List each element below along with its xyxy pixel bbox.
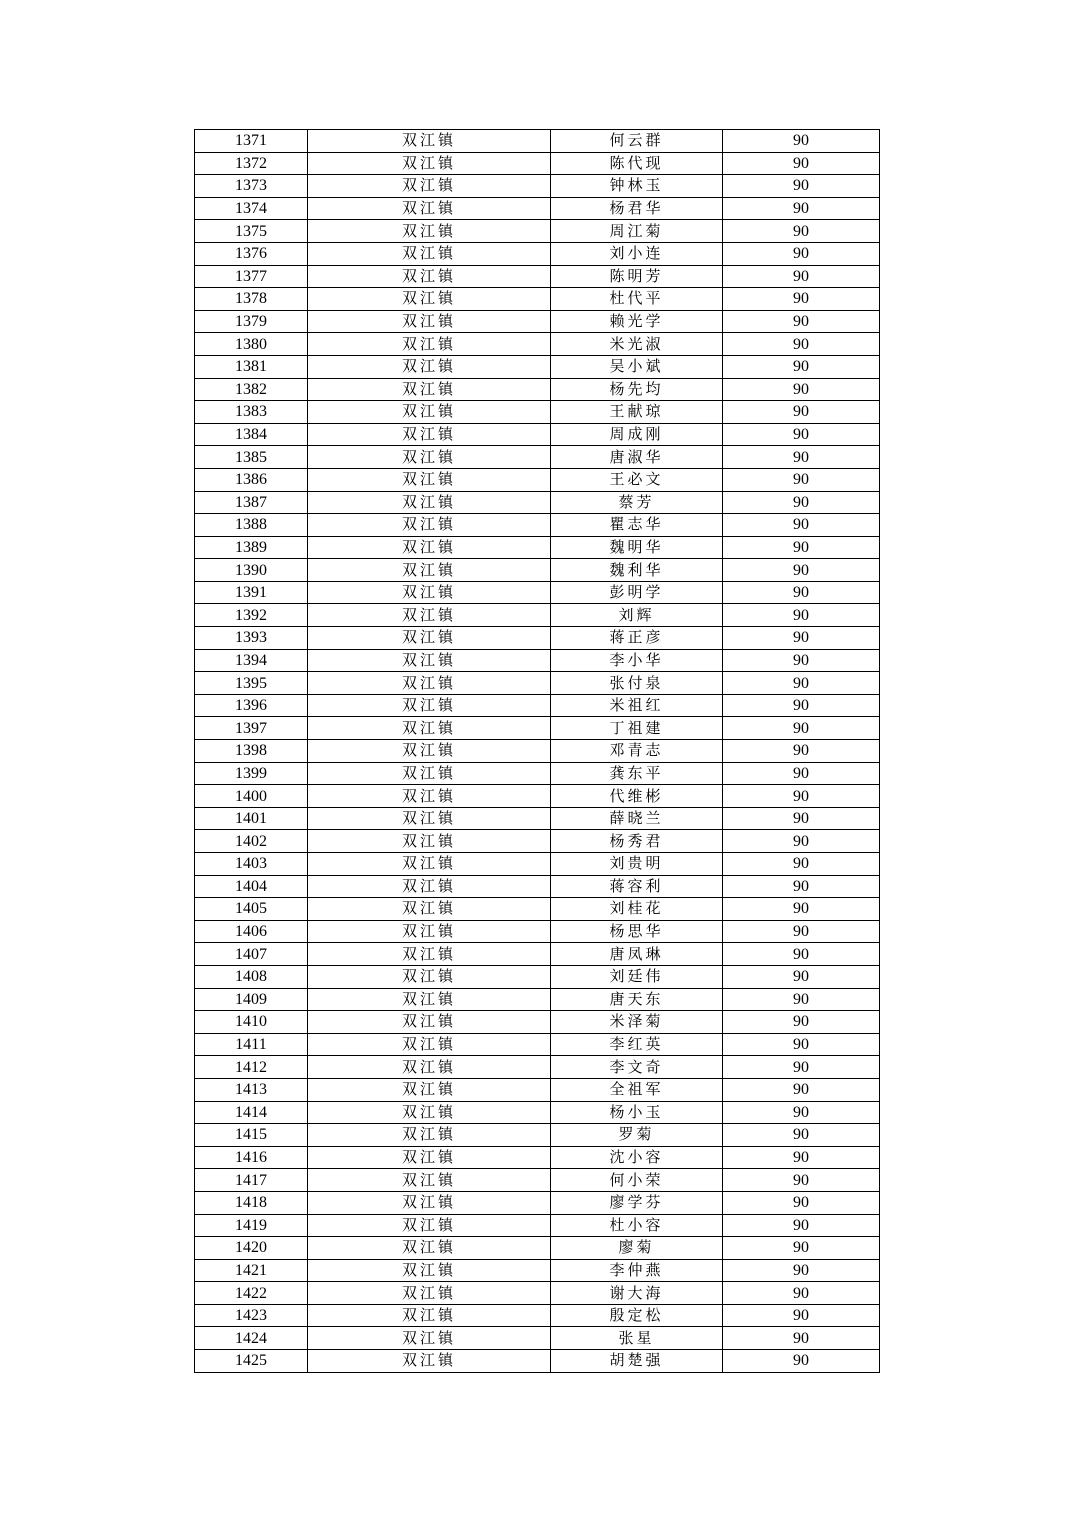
name-cell: 陈明芳 bbox=[551, 265, 723, 288]
table-row bbox=[195, 333, 880, 356]
row-number-cell: 1385 bbox=[195, 446, 308, 469]
row-number-cell: 1387 bbox=[195, 491, 308, 514]
row-number-cell: 1410 bbox=[195, 1011, 308, 1034]
town-cell: 双江镇 bbox=[308, 491, 551, 514]
row-number-cell: 1389 bbox=[195, 536, 308, 559]
table-row bbox=[195, 581, 880, 604]
name-cell: 何小荣 bbox=[551, 1169, 723, 1192]
row-number-cell: 1411 bbox=[195, 1033, 308, 1056]
name-cell: 吴小斌 bbox=[551, 355, 723, 378]
table-row bbox=[195, 1011, 880, 1034]
data-table bbox=[194, 129, 880, 1373]
town-cell: 双江镇 bbox=[308, 1169, 551, 1192]
table-row bbox=[195, 1169, 880, 1192]
score-cell: 90 bbox=[723, 1124, 880, 1147]
row-number-cell: 1373 bbox=[195, 175, 308, 198]
name-cell: 唐天东 bbox=[551, 988, 723, 1011]
town-cell: 双江镇 bbox=[308, 355, 551, 378]
score-cell: 90 bbox=[723, 672, 880, 695]
name-cell: 杨君华 bbox=[551, 197, 723, 220]
table-row bbox=[195, 853, 880, 876]
score-cell: 90 bbox=[723, 1078, 880, 1101]
table-body bbox=[195, 130, 880, 1373]
name-cell: 张星 bbox=[551, 1327, 723, 1350]
town-cell: 双江镇 bbox=[308, 220, 551, 243]
score-cell: 90 bbox=[723, 559, 880, 582]
table-row bbox=[195, 1350, 880, 1373]
name-cell: 龚东平 bbox=[551, 762, 723, 785]
name-cell: 彭明学 bbox=[551, 581, 723, 604]
row-number-cell: 1397 bbox=[195, 717, 308, 740]
name-cell: 全祖军 bbox=[551, 1078, 723, 1101]
table-row bbox=[195, 152, 880, 175]
row-number-cell: 1401 bbox=[195, 807, 308, 830]
name-cell: 杨秀君 bbox=[551, 830, 723, 853]
name-cell: 罗菊 bbox=[551, 1124, 723, 1147]
table-row bbox=[195, 875, 880, 898]
name-cell: 蒋正彦 bbox=[551, 627, 723, 650]
row-number-cell: 1415 bbox=[195, 1124, 308, 1147]
table-row bbox=[195, 898, 880, 921]
score-cell: 90 bbox=[723, 740, 880, 763]
name-cell: 唐淑华 bbox=[551, 446, 723, 469]
name-cell: 廖菊 bbox=[551, 1237, 723, 1260]
row-number-cell: 1406 bbox=[195, 920, 308, 943]
score-cell: 90 bbox=[723, 1146, 880, 1169]
name-cell: 张付泉 bbox=[551, 672, 723, 695]
name-cell: 何云群 bbox=[551, 130, 723, 153]
town-cell: 双江镇 bbox=[308, 1078, 551, 1101]
name-cell: 蒋容利 bbox=[551, 875, 723, 898]
name-cell: 刘廷伟 bbox=[551, 965, 723, 988]
score-cell: 90 bbox=[723, 1191, 880, 1214]
row-number-cell: 1412 bbox=[195, 1056, 308, 1079]
score-cell: 90 bbox=[723, 627, 880, 650]
row-number-cell: 1395 bbox=[195, 672, 308, 695]
score-cell: 90 bbox=[723, 1282, 880, 1305]
town-cell: 双江镇 bbox=[308, 875, 551, 898]
score-cell: 90 bbox=[723, 920, 880, 943]
table-row bbox=[195, 1282, 880, 1305]
table-row bbox=[195, 920, 880, 943]
town-cell: 双江镇 bbox=[308, 943, 551, 966]
town-cell: 双江镇 bbox=[308, 785, 551, 808]
town-cell: 双江镇 bbox=[308, 1101, 551, 1124]
name-cell: 唐凤琳 bbox=[551, 943, 723, 966]
table-row bbox=[195, 965, 880, 988]
town-cell: 双江镇 bbox=[308, 1011, 551, 1034]
row-number-cell: 1390 bbox=[195, 559, 308, 582]
name-cell: 蔡芳 bbox=[551, 491, 723, 514]
score-cell: 90 bbox=[723, 1056, 880, 1079]
score-cell: 90 bbox=[723, 1214, 880, 1237]
name-cell: 杨先均 bbox=[551, 378, 723, 401]
town-cell: 双江镇 bbox=[308, 1124, 551, 1147]
score-cell: 90 bbox=[723, 762, 880, 785]
table-row bbox=[195, 130, 880, 153]
score-cell: 90 bbox=[723, 265, 880, 288]
score-cell: 90 bbox=[723, 1237, 880, 1260]
town-cell: 双江镇 bbox=[308, 649, 551, 672]
row-number-cell: 1399 bbox=[195, 762, 308, 785]
name-cell: 谢大海 bbox=[551, 1282, 723, 1305]
row-number-cell: 1382 bbox=[195, 378, 308, 401]
town-cell: 双江镇 bbox=[308, 717, 551, 740]
town-cell: 双江镇 bbox=[308, 1214, 551, 1237]
table-row bbox=[195, 1101, 880, 1124]
table-row bbox=[195, 401, 880, 424]
name-cell: 杜代平 bbox=[551, 288, 723, 311]
table-row bbox=[195, 536, 880, 559]
name-cell: 刘桂花 bbox=[551, 898, 723, 921]
row-number-cell: 1403 bbox=[195, 853, 308, 876]
town-cell: 双江镇 bbox=[308, 988, 551, 1011]
table-row bbox=[195, 175, 880, 198]
score-cell: 90 bbox=[723, 785, 880, 808]
town-cell: 双江镇 bbox=[308, 965, 551, 988]
score-cell: 90 bbox=[723, 468, 880, 491]
row-number-cell: 1375 bbox=[195, 220, 308, 243]
table-row bbox=[195, 988, 880, 1011]
name-cell: 李红英 bbox=[551, 1033, 723, 1056]
name-cell: 钟林玉 bbox=[551, 175, 723, 198]
score-cell: 90 bbox=[723, 152, 880, 175]
table-row bbox=[195, 604, 880, 627]
score-cell: 90 bbox=[723, 943, 880, 966]
score-cell: 90 bbox=[723, 310, 880, 333]
table-row bbox=[195, 1191, 880, 1214]
table-row bbox=[195, 694, 880, 717]
town-cell: 双江镇 bbox=[308, 920, 551, 943]
row-number-cell: 1404 bbox=[195, 875, 308, 898]
row-number-cell: 1381 bbox=[195, 355, 308, 378]
town-cell: 双江镇 bbox=[308, 152, 551, 175]
row-number-cell: 1409 bbox=[195, 988, 308, 1011]
town-cell: 双江镇 bbox=[308, 446, 551, 469]
row-number-cell: 1424 bbox=[195, 1327, 308, 1350]
town-cell: 双江镇 bbox=[308, 1033, 551, 1056]
town-cell: 双江镇 bbox=[308, 423, 551, 446]
row-number-cell: 1379 bbox=[195, 310, 308, 333]
table-row bbox=[195, 649, 880, 672]
score-cell: 90 bbox=[723, 378, 880, 401]
town-cell: 双江镇 bbox=[308, 1327, 551, 1350]
table-row bbox=[195, 242, 880, 265]
name-cell: 刘辉 bbox=[551, 604, 723, 627]
row-number-cell: 1422 bbox=[195, 1282, 308, 1305]
score-cell: 90 bbox=[723, 1304, 880, 1327]
table-row bbox=[195, 785, 880, 808]
town-cell: 双江镇 bbox=[308, 694, 551, 717]
score-cell: 90 bbox=[723, 1350, 880, 1373]
score-cell: 90 bbox=[723, 175, 880, 198]
name-cell: 刘贵明 bbox=[551, 853, 723, 876]
row-number-cell: 1396 bbox=[195, 694, 308, 717]
table-row bbox=[195, 355, 880, 378]
name-cell: 殷定松 bbox=[551, 1304, 723, 1327]
score-cell: 90 bbox=[723, 197, 880, 220]
score-cell: 90 bbox=[723, 288, 880, 311]
row-number-cell: 1400 bbox=[195, 785, 308, 808]
row-number-cell: 1393 bbox=[195, 627, 308, 650]
table-row bbox=[195, 423, 880, 446]
town-cell: 双江镇 bbox=[308, 1350, 551, 1373]
town-cell: 双江镇 bbox=[308, 830, 551, 853]
town-cell: 双江镇 bbox=[308, 130, 551, 153]
score-cell: 90 bbox=[723, 965, 880, 988]
name-cell: 周成刚 bbox=[551, 423, 723, 446]
table-row bbox=[195, 1056, 880, 1079]
town-cell: 双江镇 bbox=[308, 740, 551, 763]
table-row bbox=[195, 514, 880, 537]
name-cell: 杨小玉 bbox=[551, 1101, 723, 1124]
table-row bbox=[195, 627, 880, 650]
score-cell: 90 bbox=[723, 1011, 880, 1034]
table-row bbox=[195, 1327, 880, 1350]
table-row bbox=[195, 740, 880, 763]
score-cell: 90 bbox=[723, 1169, 880, 1192]
town-cell: 双江镇 bbox=[308, 265, 551, 288]
town-cell: 双江镇 bbox=[308, 853, 551, 876]
name-cell: 魏利华 bbox=[551, 559, 723, 582]
name-cell: 邓青志 bbox=[551, 740, 723, 763]
score-cell: 90 bbox=[723, 988, 880, 1011]
town-cell: 双江镇 bbox=[308, 1259, 551, 1282]
town-cell: 双江镇 bbox=[308, 581, 551, 604]
name-cell: 廖学芬 bbox=[551, 1191, 723, 1214]
row-number-cell: 1376 bbox=[195, 242, 308, 265]
table-row bbox=[195, 1033, 880, 1056]
town-cell: 双江镇 bbox=[308, 333, 551, 356]
row-number-cell: 1417 bbox=[195, 1169, 308, 1192]
name-cell: 沈小容 bbox=[551, 1146, 723, 1169]
name-cell: 李仲燕 bbox=[551, 1259, 723, 1282]
score-cell: 90 bbox=[723, 220, 880, 243]
name-cell: 丁祖建 bbox=[551, 717, 723, 740]
score-cell: 90 bbox=[723, 242, 880, 265]
row-number-cell: 1413 bbox=[195, 1078, 308, 1101]
table-row bbox=[195, 491, 880, 514]
name-cell: 米泽菊 bbox=[551, 1011, 723, 1034]
town-cell: 双江镇 bbox=[308, 242, 551, 265]
table-row bbox=[195, 1146, 880, 1169]
name-cell: 王献琼 bbox=[551, 401, 723, 424]
table-row bbox=[195, 197, 880, 220]
town-cell: 双江镇 bbox=[308, 536, 551, 559]
row-number-cell: 1416 bbox=[195, 1146, 308, 1169]
row-number-cell: 1386 bbox=[195, 468, 308, 491]
table-row bbox=[195, 1259, 880, 1282]
name-cell: 魏明华 bbox=[551, 536, 723, 559]
town-cell: 双江镇 bbox=[308, 288, 551, 311]
score-cell: 90 bbox=[723, 853, 880, 876]
table-row bbox=[195, 672, 880, 695]
score-cell: 90 bbox=[723, 649, 880, 672]
table-row bbox=[195, 1214, 880, 1237]
table-row bbox=[195, 468, 880, 491]
row-number-cell: 1383 bbox=[195, 401, 308, 424]
table-row bbox=[195, 265, 880, 288]
row-number-cell: 1405 bbox=[195, 898, 308, 921]
score-cell: 90 bbox=[723, 536, 880, 559]
name-cell: 代维彬 bbox=[551, 785, 723, 808]
name-cell: 陈代现 bbox=[551, 152, 723, 175]
town-cell: 双江镇 bbox=[308, 604, 551, 627]
score-cell: 90 bbox=[723, 1101, 880, 1124]
row-number-cell: 1419 bbox=[195, 1214, 308, 1237]
town-cell: 双江镇 bbox=[308, 898, 551, 921]
row-number-cell: 1388 bbox=[195, 514, 308, 537]
name-cell: 米光淑 bbox=[551, 333, 723, 356]
table-row bbox=[195, 943, 880, 966]
town-cell: 双江镇 bbox=[308, 468, 551, 491]
row-number-cell: 1372 bbox=[195, 152, 308, 175]
table-row bbox=[195, 1078, 880, 1101]
score-cell: 90 bbox=[723, 1259, 880, 1282]
score-cell: 90 bbox=[723, 1327, 880, 1350]
town-cell: 双江镇 bbox=[308, 197, 551, 220]
row-number-cell: 1380 bbox=[195, 333, 308, 356]
name-cell: 周江菊 bbox=[551, 220, 723, 243]
name-cell: 米祖红 bbox=[551, 694, 723, 717]
score-cell: 90 bbox=[723, 491, 880, 514]
table-row bbox=[195, 807, 880, 830]
score-cell: 90 bbox=[723, 130, 880, 153]
name-cell: 胡楚强 bbox=[551, 1350, 723, 1373]
row-number-cell: 1391 bbox=[195, 581, 308, 604]
table-row bbox=[195, 762, 880, 785]
row-number-cell: 1392 bbox=[195, 604, 308, 627]
score-cell: 90 bbox=[723, 694, 880, 717]
table-row bbox=[195, 446, 880, 469]
row-number-cell: 1420 bbox=[195, 1237, 308, 1260]
row-number-cell: 1371 bbox=[195, 130, 308, 153]
town-cell: 双江镇 bbox=[308, 627, 551, 650]
table-row bbox=[195, 378, 880, 401]
town-cell: 双江镇 bbox=[308, 1191, 551, 1214]
name-cell: 李小华 bbox=[551, 649, 723, 672]
table-row bbox=[195, 1304, 880, 1327]
row-number-cell: 1421 bbox=[195, 1259, 308, 1282]
town-cell: 双江镇 bbox=[308, 1146, 551, 1169]
score-cell: 90 bbox=[723, 581, 880, 604]
score-cell: 90 bbox=[723, 333, 880, 356]
town-cell: 双江镇 bbox=[308, 401, 551, 424]
row-number-cell: 1378 bbox=[195, 288, 308, 311]
row-number-cell: 1423 bbox=[195, 1304, 308, 1327]
row-number-cell: 1394 bbox=[195, 649, 308, 672]
name-cell: 王必文 bbox=[551, 468, 723, 491]
name-cell: 杜小容 bbox=[551, 1214, 723, 1237]
row-number-cell: 1402 bbox=[195, 830, 308, 853]
town-cell: 双江镇 bbox=[308, 1237, 551, 1260]
row-number-cell: 1384 bbox=[195, 423, 308, 446]
name-cell: 薛晓兰 bbox=[551, 807, 723, 830]
score-cell: 90 bbox=[723, 1033, 880, 1056]
town-cell: 双江镇 bbox=[308, 514, 551, 537]
row-number-cell: 1407 bbox=[195, 943, 308, 966]
name-cell: 杨思华 bbox=[551, 920, 723, 943]
row-number-cell: 1418 bbox=[195, 1191, 308, 1214]
town-cell: 双江镇 bbox=[308, 672, 551, 695]
town-cell: 双江镇 bbox=[308, 762, 551, 785]
row-number-cell: 1374 bbox=[195, 197, 308, 220]
name-cell: 刘小连 bbox=[551, 242, 723, 265]
table-row bbox=[195, 717, 880, 740]
table-row bbox=[195, 1237, 880, 1260]
row-number-cell: 1377 bbox=[195, 265, 308, 288]
score-cell: 90 bbox=[723, 446, 880, 469]
table-row bbox=[195, 559, 880, 582]
town-cell: 双江镇 bbox=[308, 175, 551, 198]
table-row bbox=[195, 288, 880, 311]
town-cell: 双江镇 bbox=[308, 378, 551, 401]
row-number-cell: 1414 bbox=[195, 1101, 308, 1124]
town-cell: 双江镇 bbox=[308, 1304, 551, 1327]
row-number-cell: 1398 bbox=[195, 740, 308, 763]
table-row bbox=[195, 1124, 880, 1147]
score-cell: 90 bbox=[723, 717, 880, 740]
score-cell: 90 bbox=[723, 898, 880, 921]
score-cell: 90 bbox=[723, 355, 880, 378]
score-cell: 90 bbox=[723, 830, 880, 853]
row-number-cell: 1425 bbox=[195, 1350, 308, 1373]
score-cell: 90 bbox=[723, 604, 880, 627]
score-cell: 90 bbox=[723, 514, 880, 537]
score-cell: 90 bbox=[723, 875, 880, 898]
score-cell: 90 bbox=[723, 401, 880, 424]
town-cell: 双江镇 bbox=[308, 559, 551, 582]
town-cell: 双江镇 bbox=[308, 1282, 551, 1305]
town-cell: 双江镇 bbox=[308, 1056, 551, 1079]
row-number-cell: 1408 bbox=[195, 965, 308, 988]
table-row bbox=[195, 220, 880, 243]
table-row bbox=[195, 830, 880, 853]
name-cell: 李文奇 bbox=[551, 1056, 723, 1079]
name-cell: 瞿志华 bbox=[551, 514, 723, 537]
table-row bbox=[195, 310, 880, 333]
town-cell: 双江镇 bbox=[308, 310, 551, 333]
score-cell: 90 bbox=[723, 423, 880, 446]
name-cell: 赖光学 bbox=[551, 310, 723, 333]
score-cell: 90 bbox=[723, 807, 880, 830]
town-cell: 双江镇 bbox=[308, 807, 551, 830]
